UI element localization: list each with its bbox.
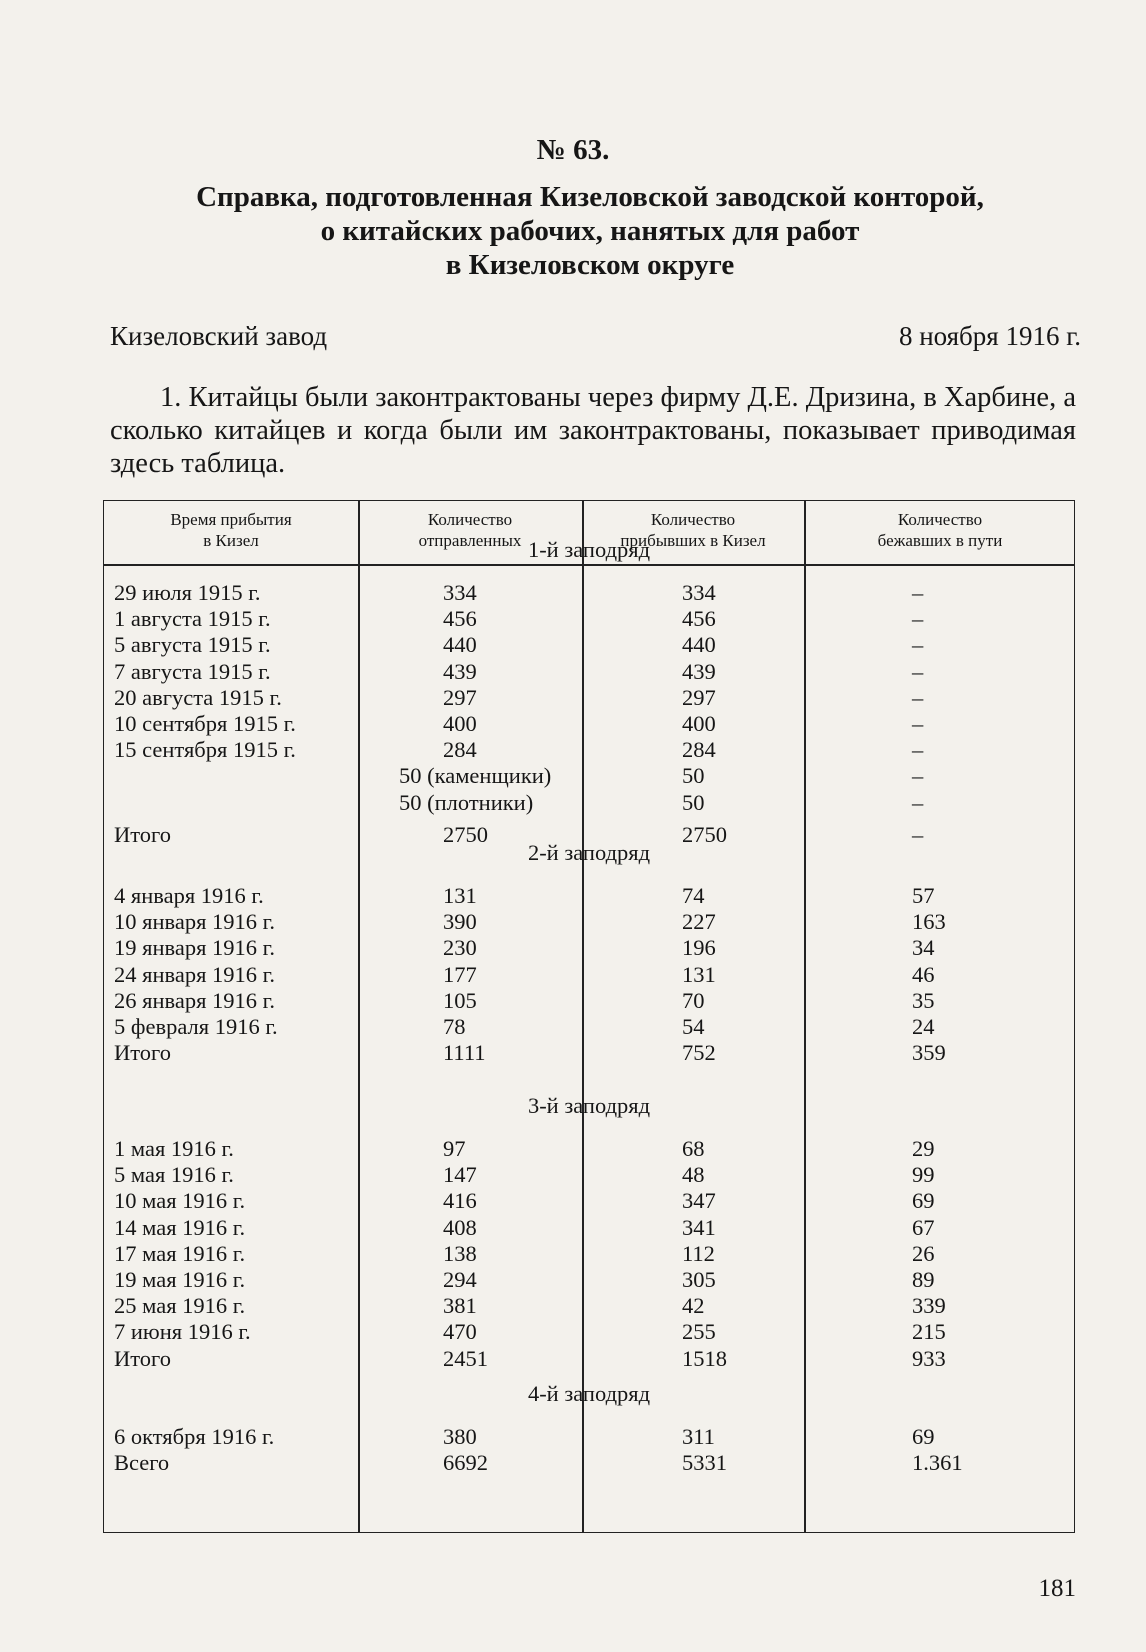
header-arrival-time: Время прибытия в Кизел bbox=[170, 510, 292, 550]
row-sent: 177 bbox=[443, 961, 477, 987]
row-escaped: 57 bbox=[912, 883, 935, 908]
header-sent-count: Количество отправленных bbox=[418, 510, 522, 550]
row-sent: 470 bbox=[443, 1319, 477, 1345]
row-date: Всего bbox=[114, 1450, 170, 1476]
row-escaped: 69 bbox=[912, 1188, 935, 1214]
row-sent: 105 bbox=[443, 987, 477, 1013]
column-divider bbox=[804, 501, 806, 1532]
column-divider bbox=[358, 501, 360, 1532]
row-arrived: 50 bbox=[682, 763, 705, 789]
row-escaped: 29 bbox=[912, 1136, 935, 1161]
row-sent: 456 bbox=[443, 606, 477, 632]
row-arrived: 50 bbox=[682, 789, 705, 815]
row-escaped: 163 bbox=[912, 909, 946, 935]
row-escaped: 339 bbox=[912, 1293, 946, 1319]
row-arrived: 2750 bbox=[682, 821, 727, 847]
row-escaped: – bbox=[912, 580, 924, 605]
row-arrived: 42 bbox=[682, 1293, 705, 1319]
header-escaped-count: Количество бежавших в пути bbox=[877, 510, 1003, 550]
row-arrived: 5331 bbox=[682, 1450, 727, 1476]
row-escaped: 26 bbox=[912, 1240, 935, 1266]
row-arrived: 227 bbox=[682, 909, 716, 935]
row-date: 6 октября 1916 г. bbox=[114, 1424, 275, 1449]
row-escaped: – bbox=[912, 763, 924, 789]
section-label: 4-й заподряд bbox=[527, 1381, 651, 1406]
row-arrived: 439 bbox=[682, 658, 716, 684]
row-arrived: 196 bbox=[682, 935, 716, 961]
row-sent: 400 bbox=[443, 711, 477, 736]
row-sent: 334 bbox=[443, 580, 477, 605]
row-date: 15 сентября 1915 г. bbox=[114, 737, 296, 763]
row-escaped: 933 bbox=[912, 1345, 946, 1371]
row-escaped: – bbox=[912, 632, 924, 658]
row-arrived: 54 bbox=[682, 1014, 705, 1039]
row-arrived: 341 bbox=[682, 1214, 716, 1240]
row-arrived: 131 bbox=[682, 961, 716, 987]
row-date: 1 августа 1915 г. bbox=[114, 606, 271, 632]
row-date: 17 мая 1916 г. bbox=[114, 1240, 246, 1266]
row-escaped: – bbox=[912, 658, 924, 684]
row-arrived: 334 bbox=[682, 580, 716, 605]
row-date: 1 мая 1916 г. bbox=[114, 1136, 234, 1161]
document-title bbox=[100, 180, 1080, 282]
row-date: Итого bbox=[114, 1345, 171, 1371]
row-sent: 440 bbox=[443, 632, 477, 658]
row-sent: 2750 bbox=[443, 821, 488, 847]
row-arrived: 112 bbox=[682, 1240, 715, 1266]
row-escaped: 215 bbox=[912, 1319, 946, 1345]
row-arrived: 284 bbox=[682, 737, 716, 763]
row-sent: 380 bbox=[443, 1424, 477, 1449]
row-date: 19 мая 1916 г. bbox=[114, 1267, 246, 1292]
section-label: 2-й заподряд bbox=[527, 840, 651, 865]
row-date: 25 мая 1916 г. bbox=[114, 1293, 246, 1319]
row-date: Итого bbox=[114, 821, 171, 847]
row-sent: 97 bbox=[443, 1136, 466, 1161]
row-escaped: 34 bbox=[912, 935, 935, 961]
document-number: № 63. bbox=[536, 134, 610, 166]
title-line: Справка, подготовленная Кизеловской заводской конторой, bbox=[196, 181, 984, 213]
row-escaped: – bbox=[912, 789, 924, 815]
title-line: в Кизеловском округе bbox=[445, 249, 735, 281]
row-date: 14 мая 1916 г. bbox=[114, 1214, 246, 1240]
row-sent: 230 bbox=[443, 935, 477, 961]
row-sent: 416 bbox=[443, 1188, 477, 1214]
row-date: Итого bbox=[114, 1040, 171, 1066]
row-sent: 284 bbox=[443, 737, 477, 763]
row-sent: 138 bbox=[443, 1240, 477, 1266]
row-escaped: 89 bbox=[912, 1267, 935, 1292]
row-escaped: 24 bbox=[912, 1014, 935, 1039]
row-date: 10 января 1916 г. bbox=[114, 909, 275, 935]
row-arrived: 297 bbox=[682, 684, 716, 710]
row-escaped: 46 bbox=[912, 961, 935, 987]
row-sent: 50 (плотники) bbox=[399, 789, 534, 815]
header-divider bbox=[104, 564, 1074, 566]
row-date: 5 февраля 1916 г. bbox=[114, 1014, 278, 1039]
header-arrived-count: Количество прибывших в Кизел bbox=[620, 510, 766, 550]
row-sent: 147 bbox=[443, 1162, 477, 1188]
row-date: 10 сентября 1915 г. bbox=[114, 711, 296, 736]
row-sent: 1111 bbox=[443, 1040, 486, 1066]
row-arrived: 400 bbox=[682, 711, 716, 736]
row-sent: 6692 bbox=[443, 1450, 488, 1476]
document-place: Кизеловский завод bbox=[110, 321, 328, 351]
section-label: 3-й заподряд bbox=[527, 1093, 651, 1118]
row-sent: 297 bbox=[443, 684, 477, 710]
title-line: о китайских рабочих, нанятых для работ bbox=[320, 215, 860, 247]
row-date: 4 января 1916 г. bbox=[114, 883, 264, 908]
row-escaped: 67 bbox=[912, 1214, 935, 1240]
row-sent: 439 bbox=[443, 658, 477, 684]
row-arrived: 456 bbox=[682, 606, 716, 632]
row-date: 20 августа 1915 г. bbox=[114, 684, 282, 710]
row-arrived: 68 bbox=[682, 1136, 705, 1161]
row-date: 10 мая 1916 г. bbox=[114, 1188, 246, 1214]
page-number: 181 bbox=[1038, 1575, 1076, 1602]
row-sent: 131 bbox=[443, 883, 477, 908]
arrivals-table bbox=[103, 500, 1075, 1533]
row-arrived: 305 bbox=[682, 1267, 716, 1292]
row-date: 5 мая 1916 г. bbox=[114, 1162, 234, 1188]
row-date: 19 января 1916 г. bbox=[114, 935, 275, 961]
row-escaped: 359 bbox=[912, 1040, 946, 1066]
row-date: 5 августа 1915 г. bbox=[114, 632, 271, 658]
row-date: 26 января 1916 г. bbox=[114, 987, 275, 1013]
row-sent: 381 bbox=[443, 1293, 477, 1319]
row-date: 7 июня 1916 г. bbox=[114, 1319, 251, 1345]
row-sent: 78 bbox=[443, 1014, 466, 1039]
row-escaped: 1.361 bbox=[912, 1450, 963, 1476]
row-arrived: 311 bbox=[682, 1424, 715, 1449]
row-sent: 390 bbox=[443, 909, 477, 935]
row-sent: 50 (каменщики) bbox=[399, 763, 552, 789]
row-date: 29 июля 1915 г. bbox=[114, 580, 261, 605]
row-date: 24 января 1916 г. bbox=[114, 961, 275, 987]
document-date: 8 ноября 1916 г. bbox=[898, 321, 1081, 351]
row-escaped: – bbox=[912, 711, 924, 736]
row-escaped: – bbox=[912, 737, 924, 763]
row-arrived: 70 bbox=[682, 987, 705, 1013]
row-sent: 408 bbox=[443, 1214, 477, 1240]
row-arrived: 74 bbox=[682, 883, 705, 908]
row-escaped: – bbox=[912, 606, 924, 632]
section-label: 1-й заподряд bbox=[527, 537, 651, 562]
row-arrived: 752 bbox=[682, 1040, 716, 1066]
row-date: 7 августа 1915 г. bbox=[114, 658, 271, 684]
row-sent: 2451 bbox=[443, 1345, 488, 1371]
body-paragraph: 1. Китайцы были законтрактованы через фирму Д.Е. Дризина, в Харбине, а сколько китайцев и когда были им законтрактованы, показывает приводимая здесь таблица. bbox=[110, 382, 1076, 479]
row-escaped: 69 bbox=[912, 1424, 935, 1449]
row-arrived: 1518 bbox=[682, 1345, 727, 1371]
row-arrived: 440 bbox=[682, 632, 716, 658]
row-escaped: – bbox=[912, 684, 924, 710]
row-arrived: 48 bbox=[682, 1162, 705, 1188]
row-escaped: – bbox=[912, 821, 924, 847]
row-sent: 294 bbox=[443, 1267, 477, 1292]
row-arrived: 255 bbox=[682, 1319, 716, 1345]
row-arrived: 347 bbox=[682, 1188, 716, 1214]
row-escaped: 99 bbox=[912, 1162, 935, 1188]
row-escaped: 35 bbox=[912, 987, 935, 1013]
column-divider bbox=[582, 501, 584, 1532]
